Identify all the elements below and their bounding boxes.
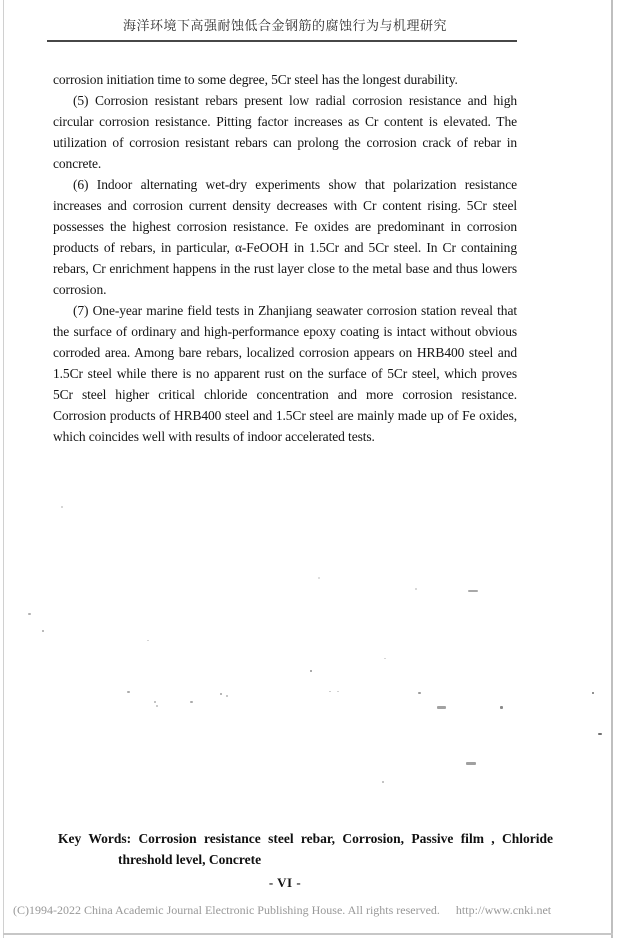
scan-edge-bottom — [3, 933, 613, 935]
scan-speck — [147, 640, 149, 641]
paragraph-5: (5) Corrosion resistant rebars present low radial corrosion resistance and high circular corrosion resistance. Pitting factor increases as Cr content is elevated. The utilization of corrosion resistant rebars can prolong the corrosion crack of rebar in concrete. — [53, 93, 517, 171]
header-rule — [47, 40, 517, 42]
scan-edge-left — [3, 0, 4, 938]
scan-speck — [42, 630, 44, 632]
page-number: - VI - — [268, 875, 302, 890]
scan-speck — [468, 590, 478, 592]
scan-speck — [318, 577, 320, 579]
paragraph-continuation: corrosion initiation time to some degree, 5Cr steel has the longest durability. — [53, 72, 458, 87]
scan-speck — [226, 695, 228, 697]
scan-speck — [156, 705, 158, 707]
keywords-line1 — [58, 829, 553, 848]
keywords-line1-text: Corrosion resistance steel rebar, Corrosion, Passive film , Chloride — [138, 831, 553, 846]
keywords-line2: threshold level, Concrete — [118, 852, 262, 867]
footer-url: http://www.cnki.net — [455, 903, 552, 917]
paragraph-7: (7) One-year marine field tests in Zhanjiang seawater corrosion station reveal that the surface of ordinary and high-performance epoxy coating is intact without obvious corroded area. Among bare rebars, localized corrosion appears on HRB400 steel and 1.5Cr steel while there is no apparent rust on the surface of 5Cr steel, which proves 5Cr steel higher critical chloride concentration and more corrosion resistance. Corrosion products of HRB400 steel and 1.5Cr steel are mainly made up of Fe oxides, which coincides well with results of indoor accelerated tests. — [53, 303, 517, 444]
scan-speck — [437, 706, 446, 709]
scan-speck — [220, 693, 222, 695]
keywords-block — [58, 829, 553, 869]
cnki-footer — [13, 903, 609, 917]
abstract-body — [53, 69, 517, 447]
scan-speck — [466, 762, 476, 765]
scan-speck — [418, 692, 421, 694]
scan-speck — [127, 691, 130, 693]
scan-speck — [310, 670, 312, 672]
paragraph-6: (6) Indoor alternating wet-dry experiments show that polarization resistance increases and corrosion current density decreases with Cr content rising. 5Cr steel possesses the highest corrosion resistance. Fe oxides are predominant in corrosion products of rebars, in particular, α-FeOOH in 1.5Cr and 5Cr steel. In Cr containing rebars, Cr enrichment happens in the rust layer close to the metal base and thus lowers corrosion. — [53, 177, 517, 297]
footer-copyright: (C)1994-2022 China Academic Journal Electronic Publishing House. All rights reserved. — [13, 903, 440, 917]
scan-speck — [329, 691, 331, 692]
scan-speck — [384, 658, 386, 659]
scan-speck — [500, 706, 503, 709]
scan-speck — [598, 733, 602, 735]
scan-speck — [190, 701, 193, 703]
scan-speck — [61, 506, 63, 508]
scan-edge-right — [611, 0, 613, 938]
scan-speck — [154, 701, 156, 703]
scan-speck — [592, 692, 594, 694]
keywords-label: Key Words: — [58, 831, 132, 846]
scan-speck — [415, 588, 417, 590]
scan-speck — [28, 613, 31, 615]
scan-speck — [382, 781, 384, 783]
scan-speck — [337, 691, 339, 692]
running-head-title: 海洋环境下高强耐蚀低合金钢筋的腐蚀行为与机理研究 — [122, 18, 447, 33]
